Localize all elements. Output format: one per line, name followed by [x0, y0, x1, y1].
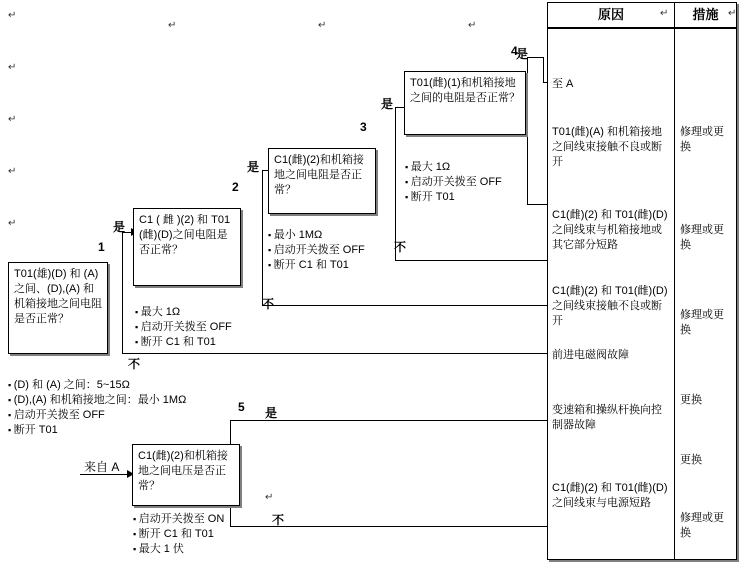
paragraph-mark: ↵: [8, 218, 17, 229]
note-1-1: ▪ (D),(A) 和机箱接地之间：最小 1MΩ: [8, 393, 188, 408]
table-row: 变速箱和操纵杆换向控制器故障: [552, 404, 662, 431]
note-3-1: ▪ 启动开关拨至 OFF: [268, 243, 408, 258]
table-row-action: 修理或更换: [680, 126, 724, 153]
note-5-0: ▪ 启动开关拨至 ON: [133, 512, 263, 527]
label-from-a: 来自 A: [84, 460, 120, 474]
paragraph-mark: ↵: [265, 492, 274, 503]
notes-node-2: [135, 305, 265, 350]
note-2-1: ▪ 启动开关拨至 OFF: [135, 320, 265, 335]
label-yes-4: 是: [516, 47, 529, 61]
decision-node-4[interactable]: [404, 71, 526, 135]
paragraph-mark: ↵: [318, 20, 327, 31]
label-yes-1: 是: [113, 220, 126, 234]
note-3-0: ▪ 最小 1MΩ: [268, 228, 408, 243]
note-4-1: ▪ 启动开关拨至 OFF: [405, 175, 535, 190]
paragraph-mark: ↵: [660, 8, 669, 19]
decision-node-5[interactable]: [132, 444, 240, 506]
note-5-1: ▪ 断开 C1 和 T01: [133, 527, 263, 542]
header-cause: 原因: [597, 7, 624, 22]
node-5-text: C1(雌)(2)和机箱接地之间电压是否正常？: [138, 450, 228, 492]
label-no-3: 不: [394, 240, 407, 254]
node-2-number: 2: [232, 180, 239, 194]
note-1-0: ▪ (D) 和 (A) 之间：5~15Ω: [8, 378, 188, 393]
node-4-number: 4: [511, 44, 518, 58]
table-row-action: 修理或更换: [680, 512, 724, 539]
note-2-2: ▪ 断开 C1 和 T01: [135, 335, 265, 350]
notes-node-3: [268, 228, 408, 273]
node-3-number: 3: [360, 120, 367, 134]
connector-n5-yes-h: [230, 420, 547, 421]
paragraph-mark: ↵: [8, 10, 17, 21]
note-4-2: ▪ 断开 T01: [405, 190, 535, 205]
label-yes-3: 是: [381, 97, 394, 111]
cause-action-table: [547, 2, 737, 560]
node-2-text: C1 ( 雌 )(2) 和 T01 (雌)(D)之间电阻是否正常？: [139, 214, 231, 256]
table-row-action: 更换: [680, 394, 702, 406]
note-2-0: ▪ 最大 1Ω: [135, 305, 265, 320]
node-4-text: T01(雌)(1)和机箱接地之间的电阻是否正常？: [410, 77, 520, 104]
connector-n4-yes-v: [527, 57, 528, 105]
table-row: C1(雌)(2) 和 T01(雌)(D)之间线束与机箱接地或其它部分短路: [552, 209, 668, 251]
header-action: 措施: [674, 3, 736, 27]
notes-node-4: [405, 160, 535, 205]
note-3-2: ▪ 断开 C1 和 T01: [268, 258, 408, 273]
connector-n1-no-v: [122, 292, 123, 354]
table-row-action: 修理或更换: [680, 224, 724, 251]
label-yes-2: 是: [247, 160, 260, 174]
connector-n3-no-h: [395, 260, 547, 261]
table-row: C1(雌)(2) 和 T01(雌)(D)之间线束与电源短路: [552, 482, 668, 509]
paragraph-mark: ↵: [468, 20, 477, 31]
node-1-number: 1: [98, 240, 105, 254]
label-no-5: 不: [272, 513, 285, 527]
label-no-1: 不: [128, 357, 141, 371]
table-row: C1(雌)(2) 和 T01(雌)(D)之间线束接触不良或断开: [552, 285, 668, 327]
connector-n2-yes-v: [262, 170, 263, 238]
connector-n1-no-h: [122, 353, 547, 354]
paragraph-mark: ↵: [8, 166, 17, 177]
notes-node-1: [8, 378, 188, 438]
table-row-action: 修理或更换: [680, 309, 724, 336]
connector-n4-yes-h: [527, 57, 543, 58]
note-5-2: ▪ 最大 1 伏: [133, 542, 263, 557]
connector-n4-yes-v2: [543, 57, 544, 82]
decision-node-3[interactable]: [268, 148, 376, 214]
table-row: 至 A: [552, 78, 574, 90]
connector-n1-yes: [122, 232, 123, 292]
node-5-number: 5: [238, 400, 245, 414]
table-row-action: 更换: [680, 454, 702, 466]
connector-n2-no-h: [262, 305, 547, 306]
table-column-divider: [674, 29, 675, 559]
paragraph-mark: ↵: [8, 62, 17, 73]
notes-node-5: [133, 512, 263, 557]
note-1-3: ▪ 断开 T01: [8, 423, 188, 438]
table-row: T01(雌)(A) 和机箱接地之间线束接触不良或断开: [552, 126, 662, 168]
table-row: 前进电磁阀故障: [552, 349, 629, 361]
decision-node-2[interactable]: [133, 208, 241, 286]
decision-node-1[interactable]: [8, 262, 108, 354]
note-4-0: ▪ 最大 1Ω: [405, 160, 535, 175]
label-yes-5: 是: [265, 406, 278, 420]
connector-n3-yes-v: [395, 107, 396, 167]
node-3-text: C1(雌)(2)和机箱接地之间电阻是否正常？: [274, 154, 364, 196]
table-header: [548, 3, 736, 29]
paragraph-mark: ↵: [168, 20, 177, 31]
note-1-2: ▪ 启动开关拨至 OFF: [8, 408, 188, 423]
paragraph-mark: ↵: [8, 114, 17, 125]
paragraph-mark: ↵: [728, 8, 737, 19]
label-no-2: 不: [262, 297, 275, 311]
node-1-text: T01(雄)(D) 和 (A) 之间、(D),(A) 和机箱接地之间电阻是否正常？: [14, 268, 102, 325]
